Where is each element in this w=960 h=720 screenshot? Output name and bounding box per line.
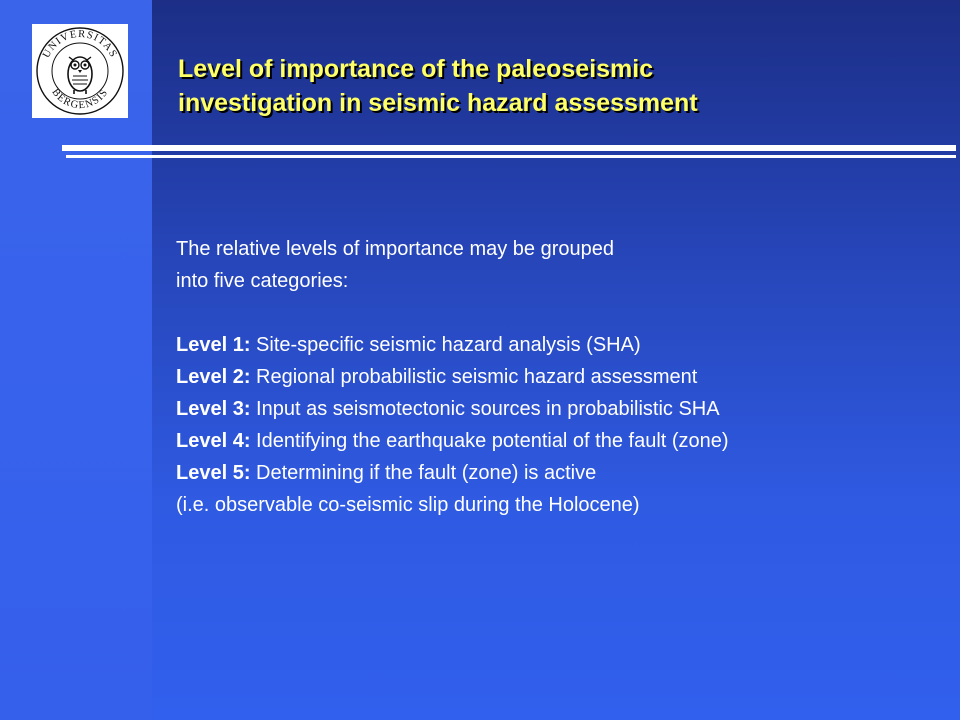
intro-line-2: into five categories: [176, 270, 349, 292]
intro-line-1: The relative levels of importance may be grouped [176, 238, 615, 260]
level-label: Level 1: [176, 334, 251, 356]
university-logo [32, 24, 128, 118]
level-label: Level 4: [176, 430, 251, 452]
owl-icon [68, 57, 92, 94]
level-description: Identifying the earthquake potential of the fault (zone) [250, 430, 729, 452]
slide-title [178, 52, 948, 120]
slide-title-line-2: investigation in seismic hazard assessment [178, 89, 698, 117]
logo-text-bottom: BERGENSIS [49, 86, 111, 112]
level-description: Regional probabilistic seismic hazard assessment [250, 366, 698, 388]
level-label: Level 2: [176, 366, 251, 388]
level-note: (i.e. observable co-seismic slip during the Holocene) [176, 494, 640, 516]
logo-text-top: UNIVERSITAS [41, 28, 119, 60]
title-divider-thick [62, 145, 956, 151]
slide-title-line-1: Level of importance of the paleoseismic [178, 55, 654, 83]
level-description: Input as seismotectonic sources in probabilistic SHA [250, 398, 720, 420]
level-item [176, 457, 946, 489]
level-label: Level 3: [176, 398, 251, 420]
level-item [176, 329, 946, 361]
level-label: Level 5: [176, 462, 251, 484]
university-seal-icon [32, 24, 128, 118]
level-description: Determining if the fault (zone) is active [250, 462, 597, 484]
slide-body [176, 233, 946, 521]
level-description: Site-specific seismic hazard analysis (SHA) [250, 334, 641, 356]
level-item [176, 361, 946, 393]
level-item [176, 425, 946, 457]
paragraph-spacer [176, 297, 946, 329]
level-item [176, 393, 946, 425]
svg-text:UNIVERSITAS [41, 29, 119, 60]
title-divider-thin [66, 155, 956, 158]
